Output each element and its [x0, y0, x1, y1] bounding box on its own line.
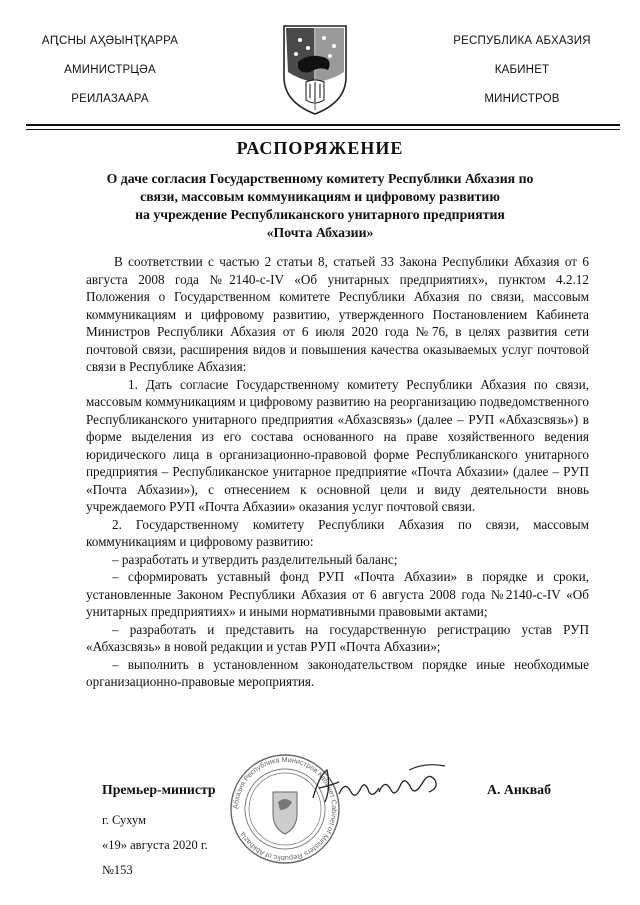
- point-2-item-2: – сформировать уставный фонд РУП «Почта Абхазии» в порядке и сроки, установленные Законом Республики Абхазия от 6 августа 2008 года №2140-с-IV «Об унитарных предприятиях» и иными нормативными правовыми актами;: [86, 569, 589, 619]
- header-right-block: [432, 32, 612, 119]
- point-2-item-1: – разработать и утвердить разделительный баланс;: [112, 551, 398, 567]
- stamp-ring-text: Абхазия Республика Министров Кабинет Cabinet of Ministers Republic of Abkhazia: [230, 754, 340, 864]
- issue-place: г. Сухум: [102, 813, 147, 827]
- signatory-name: А. Анкваб: [487, 782, 551, 797]
- handwritten-signature: [305, 758, 455, 818]
- point-2-item-4: – выполнить в установленном законодательством порядке иные необходимые организационно-правовые мероприятия.: [86, 656, 589, 689]
- subject-line-3: на учреждение Республиканского унитарного предприятия: [135, 207, 505, 222]
- point-2-paragraph: 2. Государственному комитету Республики Абхазия по связи, массовым коммуникациям и цифровому развитию:: [86, 516, 589, 549]
- header-right-line-2: КАБИНЕТ: [494, 64, 550, 76]
- header-right-line-1: РЕСПУБЛИКА АБХАЗИЯ: [453, 35, 591, 47]
- subject-line-4: «Почта Абхазии»: [266, 225, 374, 240]
- header-divider-thick: [26, 124, 620, 126]
- subject-line-2: связи, массовым коммуникациям и цифровому развитию: [140, 189, 500, 204]
- document-body: [86, 253, 589, 691]
- point-2-item-3: – разработать и представить на государственную регистрацию устав РУП «Абхазсвязь» в новой редакции и устав РУП «Почта Абхазии»;: [86, 621, 589, 654]
- header-left-block: [30, 32, 190, 119]
- signatory-position: Премьер-министр: [102, 782, 216, 797]
- coat-of-arms-emblem: [280, 22, 350, 117]
- document-number: №153: [102, 863, 133, 877]
- point-1-paragraph: 1. Дать согласие Государственному комитету Республики Абхазия по связи, массовым коммуникациям и цифровому развитию на реорганизацию подведомственного Республиканского унитарного предприятия «Абхазсвязь» (далее – РУП «Абхазсвязь») в форме выделения из его состава основанного на праве хозяйственного ведения юридического лица в организационно-правовой форме Республиканского унитарного предприятия – Республиканское унитарное предприятие «Почта Абхазии» (далее – РУП «Почта Абхазии»), с отнесением к основной цели и виду деятельности вновь учреждаемого РУП «Почта Абхазии» оказания услуг почтовой связи.: [86, 376, 589, 514]
- document-title: РАСПОРЯЖЕНИЕ: [236, 138, 404, 158]
- document-subject: [60, 170, 580, 242]
- header-left-line-3: РЕИЛАЗААРА: [71, 93, 149, 105]
- header-left-line-2: АМИНИСТРЦӘА: [64, 64, 156, 76]
- header-right-line-3: МИНИСТРОВ: [484, 93, 560, 105]
- preamble-paragraph: В соответствии с частью 2 статьи 8, статьей 33 Закона Республики Абхазия от 6 августа 2008 года №2140-с-IV «Об унитарных предприятиях», пунктом 4.2.12 Положения о Государственном комитете Республики Абхазия по связи, массовым коммуникациям и цифровому развитию, утвержденного Постановлением Кабинета Министров Республики Абхазия от 6 июля 2020 года №76, в целях развития сети почтовой связи, расширения видов и повышения качества оказываемых услуг почтовой связи в Республике Абхазия:: [86, 254, 589, 374]
- issue-date: «19» августа 2020 г.: [102, 838, 208, 852]
- header-left-line-1: АԤСНЫ АҲӘЫНҬҚАРРА: [41, 35, 179, 47]
- subject-line-1: О даче согласия Государственному комитету Республики Абхазия по: [106, 171, 534, 186]
- header-divider-thin: [26, 129, 620, 130]
